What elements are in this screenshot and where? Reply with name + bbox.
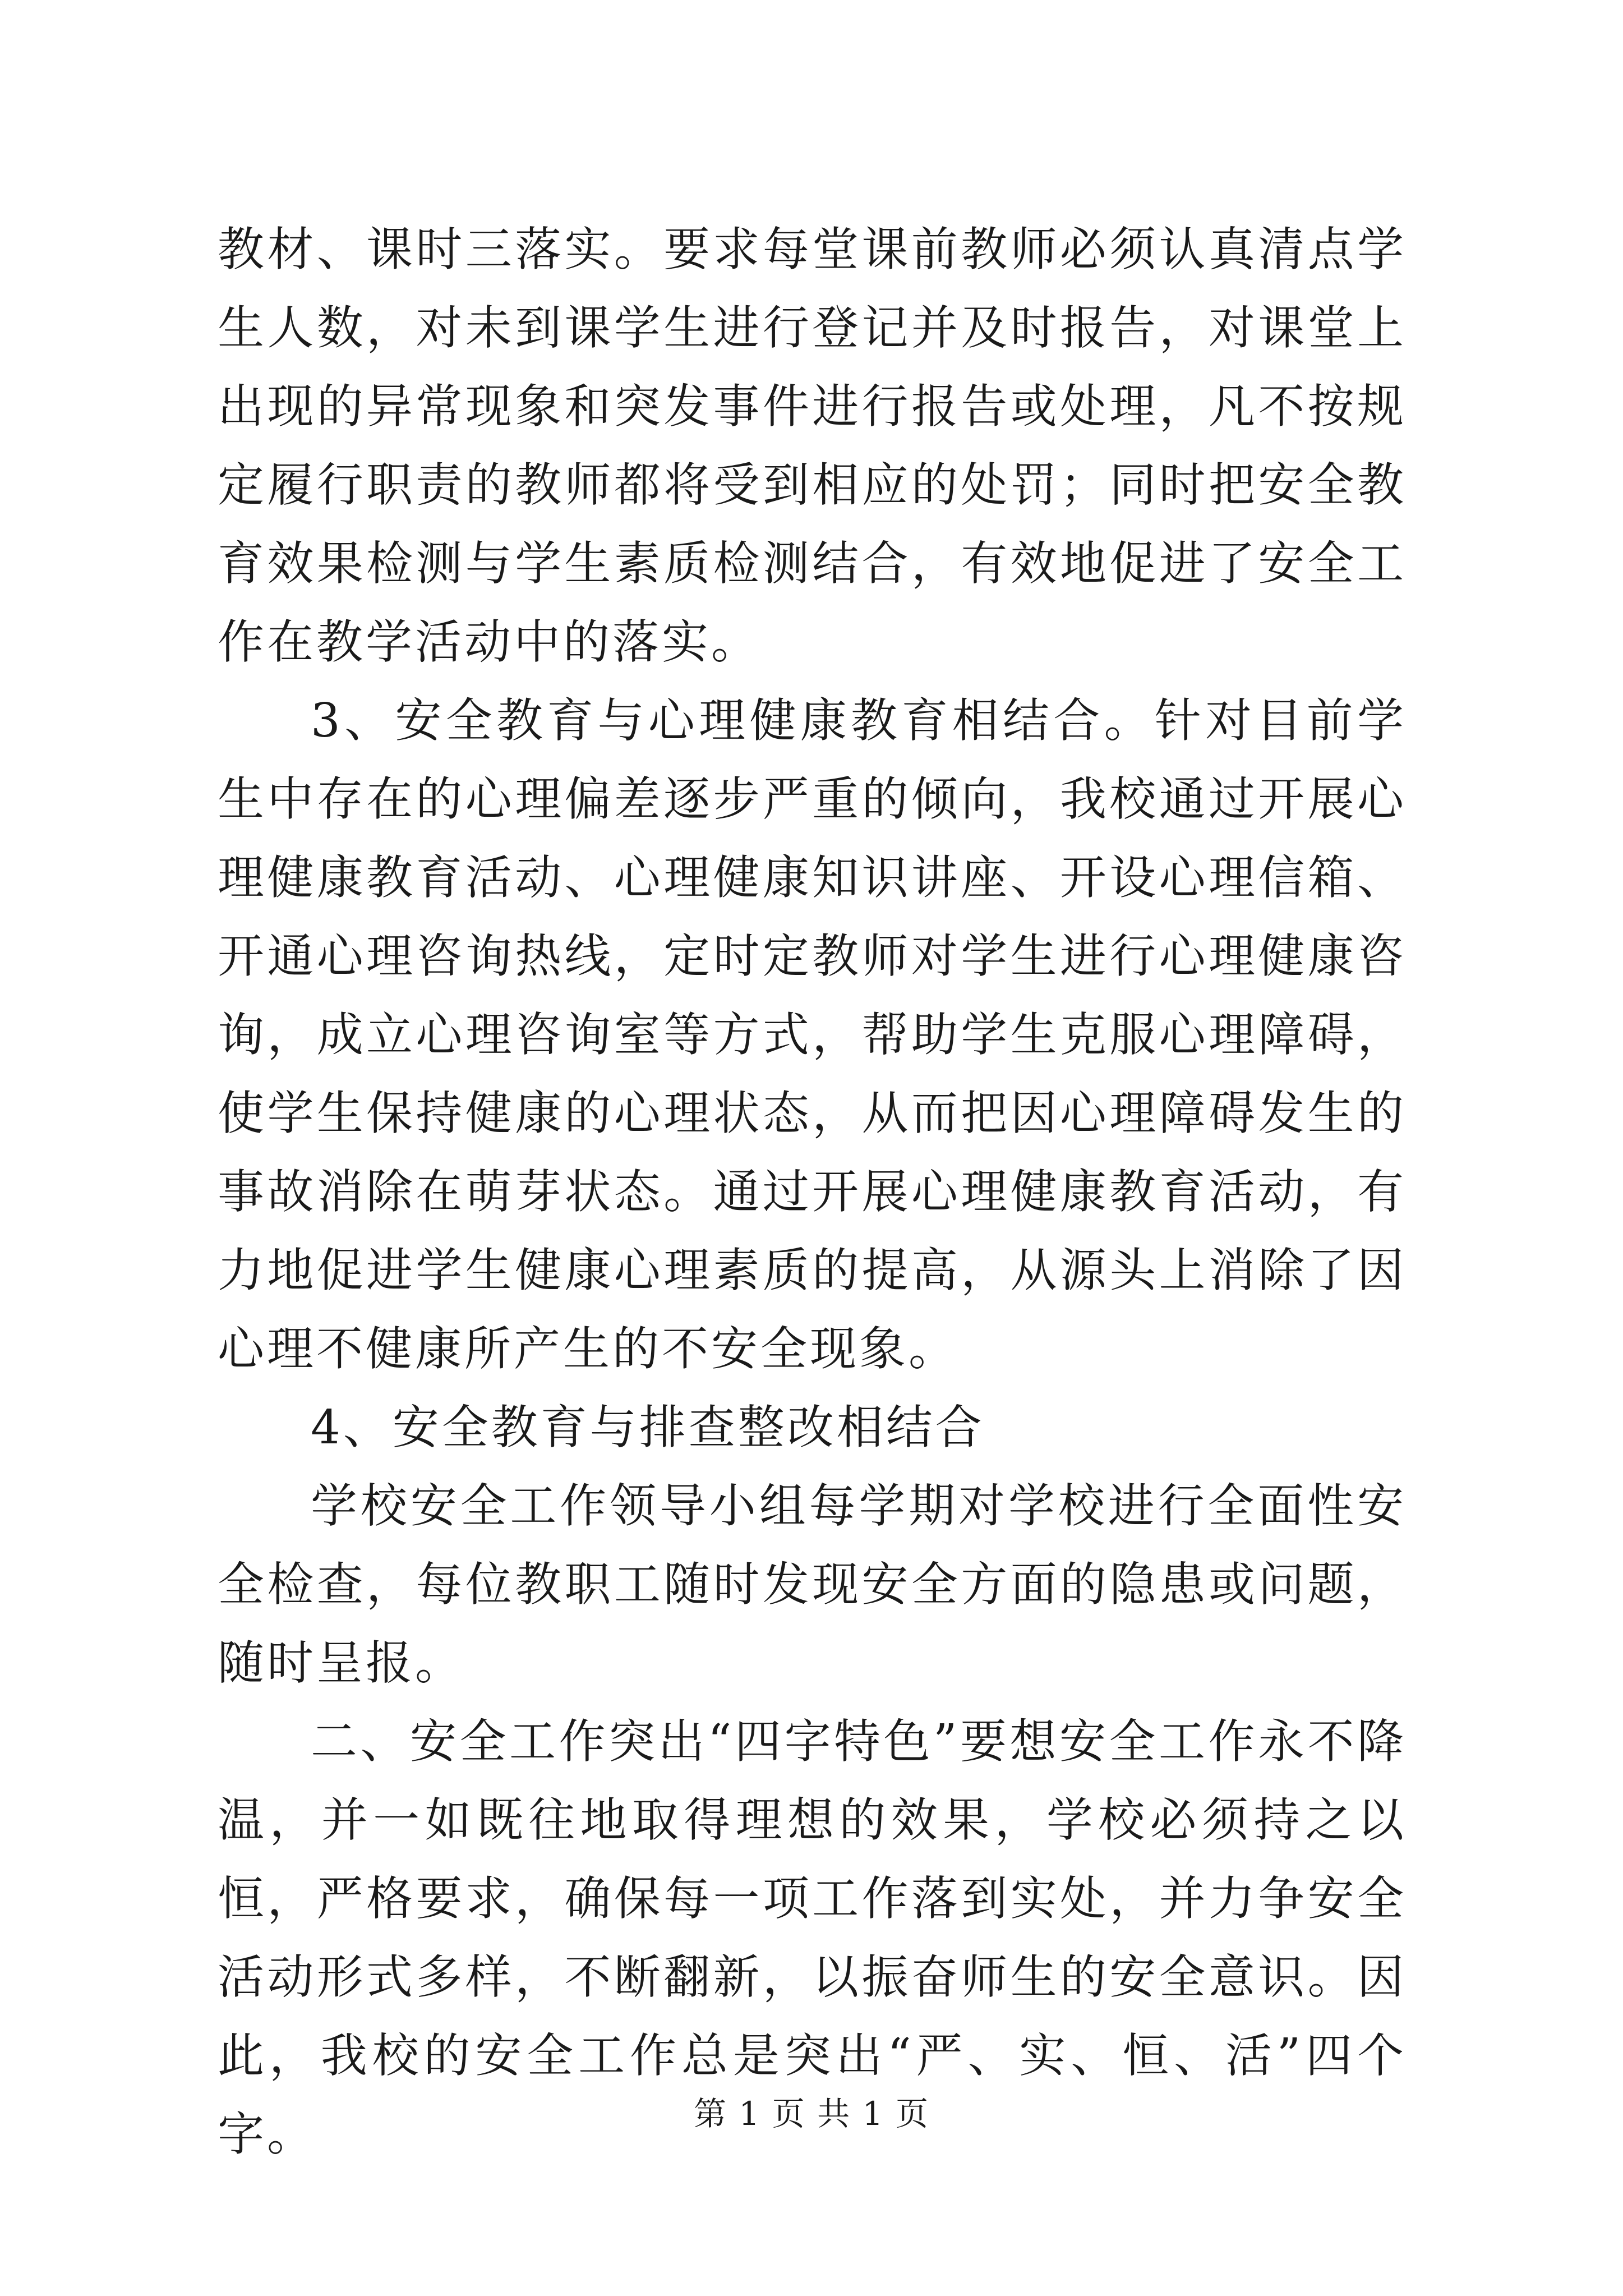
paragraph-3: 4、安全教育与排查整改相结合 [311, 1400, 985, 1455]
document-body [218, 210, 1407, 2174]
paragraph-1: 教材、课时三落实。要求每堂课前教师必须认真清点学生人数，对未到课学生进行登记并及时报告，对课堂上出现的异常现象和突发事件进行报告或处理，凡不按规定履行职责的教师都将受到相应的处罚；同时把安全教育效果检测与学生素质检测结合，有效地促进了安全工作在教学活动中的落实。 [218, 222, 1407, 669]
paragraph-2: 3、安全教育与心理健康教育相结合。针对目前学生中存在的心理偏差逐步严重的倾向，我校通过开展心理健康教育活动、心理健康知识讲座、开设心理信箱、开通心理咨询热线，定时定教师对学生进行心理健康咨询，成立心理咨询室等方式，帮助学生克服心理障碍，使学生保持健康的心理状态，从而把因心理障碍发生的事故消除在萌芽状态。通过开展心理健康教育活动，有力地促进学生健康心理素质的提高，从源头上消除了因心理不健康所产生的不安全现象。 [218, 693, 1407, 1376]
paragraph-5: 二、安全工作突出“四字特色”要想安全工作永不降温，并一如既往地取得理想的效果，学校必须持之以恒，严格要求，确保每一项工作落到实处，并力争安全活动形式多样，不断翻新，以振奋师生的安全意识。因此，我校的安全工作总是突出“严、实、恒、活”四个字。 [218, 1714, 1407, 2161]
paragraph-4: 学校安全工作领导小组每学期对学校进行全面性安全检查，每位教职工随时发现安全方面的隐患或问题，随时呈报。 [218, 1479, 1407, 1690]
page-footer: 第 1 页 共 1 页 [694, 2095, 929, 2133]
